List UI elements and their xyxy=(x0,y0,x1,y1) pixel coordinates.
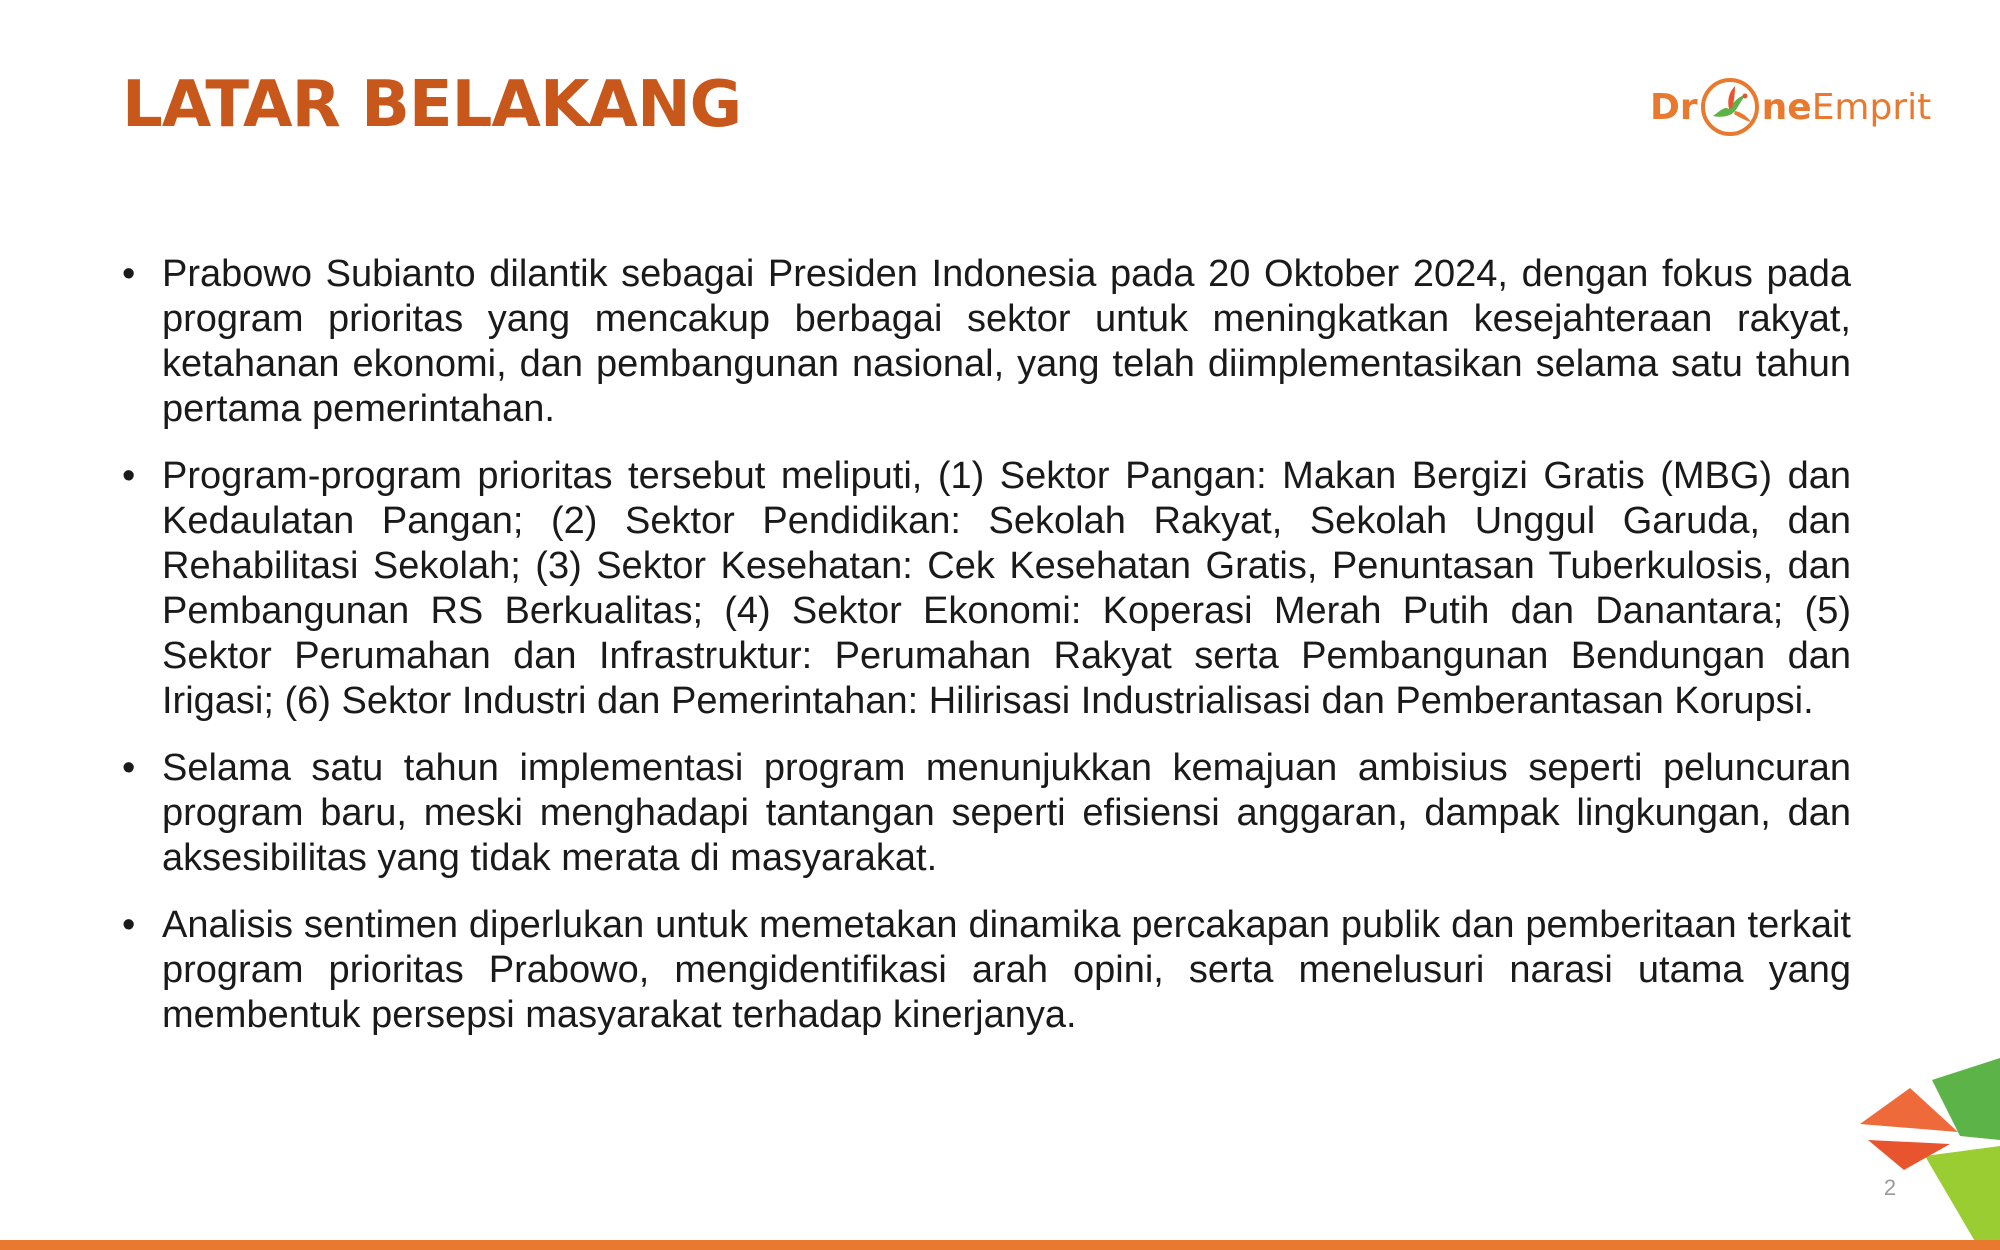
bullet-marker: • xyxy=(122,904,136,946)
bullet-marker: • xyxy=(122,253,136,295)
page-number: 2 xyxy=(1883,1175,1897,1200)
logo-text-end: Emprit xyxy=(1811,86,1932,128)
bullet-marker: • xyxy=(122,455,136,497)
list-item xyxy=(122,454,1851,724)
logo-text-mid: ne xyxy=(1761,86,1812,128)
logo-text-start: Dr xyxy=(1650,86,1698,128)
list-item-text: Analisis sentimen diperlukan untuk memetakan dinamika percakapan publik dan pemberitaan terkait program prioritas Prabowo, mengidentifikasi arah opini, serta menelusuri narasi utama yang membentuk persepsi masyarakat terhadap kinerjanya. xyxy=(162,904,1851,1036)
list-item xyxy=(122,903,1851,1038)
bird-in-circle-icon xyxy=(1699,76,1761,138)
corner-shapes-decoration xyxy=(1840,1040,2000,1250)
bottom-accent-bar xyxy=(0,1240,2000,1250)
deco-lime-shape xyxy=(1925,1146,2000,1250)
slide-title: LATAR BELAKANG xyxy=(122,68,742,142)
list-item-text: Prabowo Subianto dilantik sebagai Presiden Indonesia pada 20 Oktober 2024, dengan fokus pada program prioritas yang mencakup berbagai sektor untuk meningkatkan kesejahteraan rakyat, ketahanan ekonomi, dan pembangunan nasional, yang telah diimplementasikan selama satu tahun pertama pemerintahan. xyxy=(162,253,1851,430)
bullet-list xyxy=(122,252,1851,1060)
drone-emprit-logo xyxy=(1650,74,1931,140)
bullet-marker: • xyxy=(122,747,136,789)
list-item xyxy=(122,746,1851,881)
list-item-text: Selama satu tahun implementasi program menunjukkan kemajuan ambisius seperti peluncuran program baru, meski menghadapi tantangan seperti efisiensi anggaran, dampak lingkungan, dan aksesibilitas yang tidak merata di masyarakat. xyxy=(162,747,1851,879)
list-item-text: Program-program prioritas tersebut meliputi, (1) Sektor Pangan: Makan Bergizi Gratis (MBG) dan Kedaulatan Pangan; (2) Sektor Pendidikan: Sekolah Rakyat, Sekolah Unggul Garuda, dan Rehabilitasi Sekolah; (3) Sektor Kesehatan: Cek Kesehatan Gratis, Penuntasan Tuberkulosis, dan Pembangunan RS Berkualitas; (4) Sektor Ekonomi: Koperasi Merah Putih dan Danantara; (5) Sektor Perumahan dan Infrastruktur: Perumahan Rakyat serta Pembangunan Bendungan dan Irigasi; (6) Sektor Industri dan Pemerintahan: Hilirisasi Industrialisasi dan Pemberantasan Korupsi. xyxy=(162,455,1851,722)
list-item xyxy=(122,252,1851,432)
